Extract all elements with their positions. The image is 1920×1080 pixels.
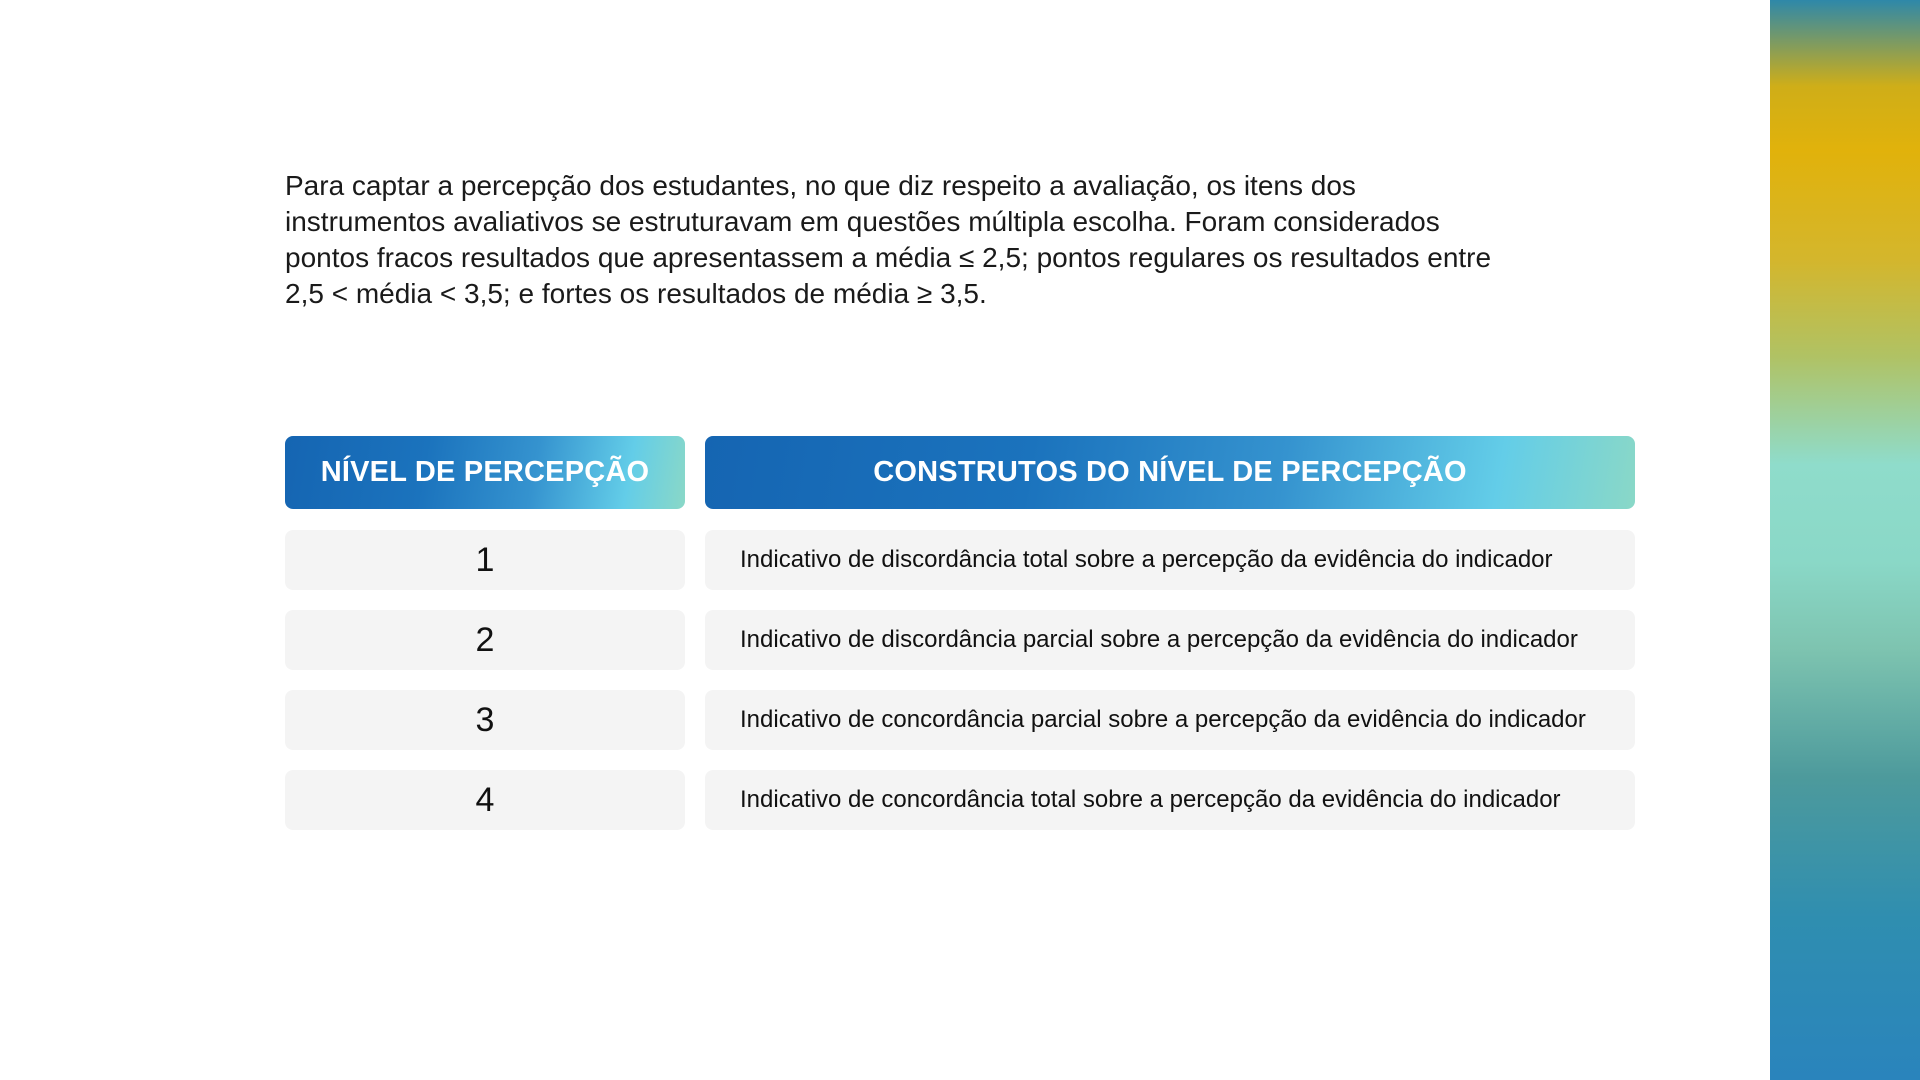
construct-cell-2: Indicativo de discordância parcial sobre a percepção da evidência do indicador [705, 610, 1635, 670]
header-perception-constructs: CONSTRUTOS DO NÍVEL DE PERCEPÇÃO [705, 436, 1635, 509]
decorative-side-gradient [1770, 0, 1920, 1080]
construct-cell-1: Indicativo de discordância total sobre a percepção da evidência do indicador [705, 530, 1635, 590]
level-cell-2: 2 [285, 610, 685, 670]
construct-cell-3: Indicativo de concordância parcial sobre a percepção da evidência do indicador [705, 690, 1635, 750]
construct-cell-4: Indicativo de concordância total sobre a percepção da evidência do indicador [705, 770, 1635, 830]
level-cell-1: 1 [285, 530, 685, 590]
level-cell-4: 4 [285, 770, 685, 830]
level-cell-3: 3 [285, 690, 685, 750]
intro-paragraph: Para captar a percepção dos estudantes, no que diz respeito a avaliação, os itens dos instrumentos avaliativos se estruturavam em questões múltipla escolha. Foram considerados pontos fracos resultados que apresentassem a média ≤ 2,5; pontos regulares os resultados entre 2,5 < média < 3,5; e fortes os resultados de média ≥ 3,5. [285, 170, 1492, 309]
header-perception-level: NÍVEL DE PERCEPÇÃO [285, 436, 685, 509]
